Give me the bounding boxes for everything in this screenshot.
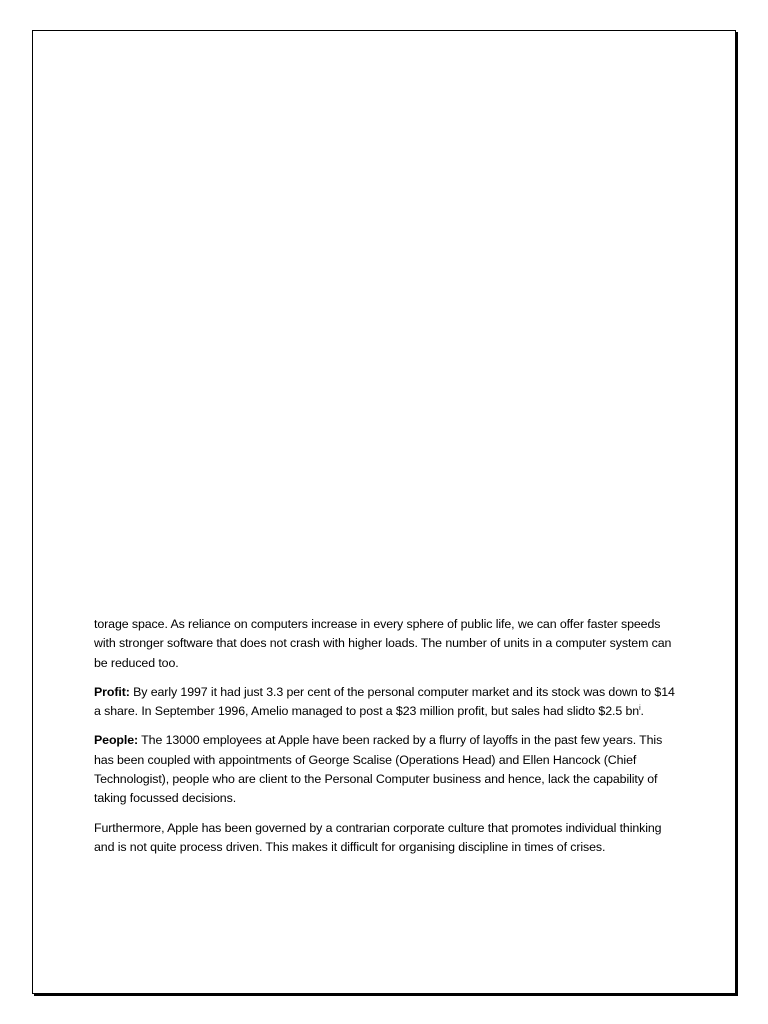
page-body-text [94, 615, 679, 867]
paragraph-culture [94, 819, 679, 858]
profit-heading: Profit: [94, 684, 130, 699]
paragraph-profit-tail: . [640, 704, 644, 719]
paragraph-profit-text: By early 1997 it had just 3.3 per cent of the personal computer market and its stock was down to $14 a share. In September 1996, Amelio managed to post a $23 million profit, but sales had slidto $2.5 bn [94, 684, 675, 719]
paragraph-people [94, 731, 679, 808]
footnote-marker[interactable]: i [639, 705, 641, 713]
paragraph-profit [94, 683, 679, 722]
paragraph-culture-text: Furthermore, Apple has been governed by a contrarian corporate culture that promotes individual thinking and is not quite process driven. This makes it difficult for organising discipline in times of crises. [94, 820, 662, 854]
document-page [32, 30, 736, 994]
paragraph-storage-text: torage space. As reliance on computers increase in every sphere of public life, we can offer faster speeds with stronger software that does not crash with higher loads. The number of units in a computer system can be reduced too. [94, 617, 672, 670]
paragraph-people-text: The 13000 employees at Apple have been racked by a flurry of layoffs in the past few years. This has been coupled with appointments of George Scalise (Operations Head) and Ellen Hancock (Chief Technologist), people who are client to the Personal Computer business and hence, lack the capability of taking focussed decisions. [94, 733, 663, 806]
paragraph-storage [94, 615, 679, 673]
people-heading: People: [94, 733, 139, 748]
